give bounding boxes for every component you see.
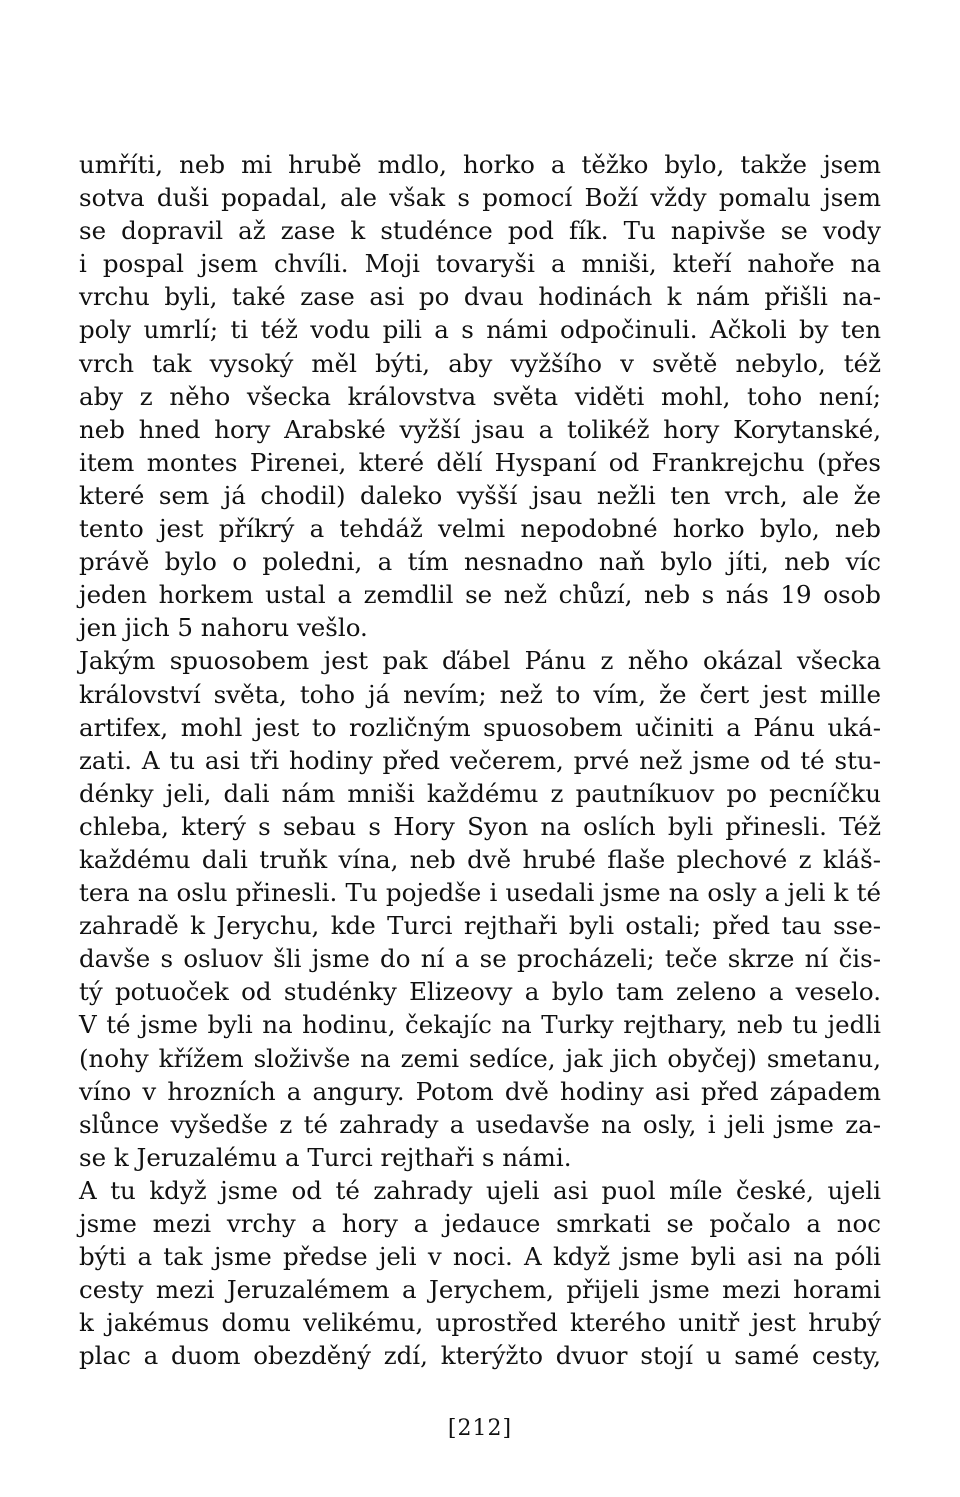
text-line: sotva duši popadal, ale však s pomocí Boží vždy pomalu jsem xyxy=(79,183,881,213)
text-line: víno v hrozních a angury. Potom dvě hodiny asi před západem xyxy=(79,1076,881,1106)
text-line: item montes Pirenei, které dělí Hyspaní od Frankrejchu (přes xyxy=(79,447,881,477)
page-number: [212] xyxy=(447,1416,513,1441)
text-line: zahradě k Jerychu, kde Turci rejthaři byli ostali; před tau sse- xyxy=(79,911,881,941)
text-line: se dopravil až zase k studénce pod fík. Tu napivše se vody xyxy=(79,216,881,246)
text-line: V té jsme byli na hodinu, čekajíc na Turky rejthary, neb tu jedli xyxy=(79,1010,881,1040)
text-line: i pospal jsem chvíli. Moji tovaryši a mniši, kteří nahoře na xyxy=(79,249,881,279)
text-line: každému dali truňk vína, neb dvě hrubé flaše plechové z kláš- xyxy=(79,844,881,874)
text-line: vrch tak vysoký měl býti, aby vyžšího v světě nebylo, též xyxy=(79,348,881,378)
text-line: umříti, neb mi hrubě mdlo, horko a těžko bylo, takže jsem xyxy=(79,150,881,179)
text-line: plac a duom obezděný zdí, kterýžto dvuor stojí u samé cesty, xyxy=(79,1341,881,1371)
text-line: které sem já chodil) daleko vyšší jsau nežli ten vrch, ale že xyxy=(79,480,881,510)
text-line: se k Jeruzalému a Turci rejthaři s námi. xyxy=(79,1142,572,1172)
text-line: davše s osluov šli jsme do ní a se procházeli; teče skrze ní čis- xyxy=(79,944,881,974)
page-text xyxy=(79,148,881,1372)
text-line: tento jest příkrý a tehdáž velmi nepodobné horko bylo, neb xyxy=(79,514,881,544)
text-line: A tu když jsme od té zahrady ujeli asi puol míle české, ujeli xyxy=(79,1175,881,1205)
text-line: tera na oslu přinesli. Tu pojedše i usedali jsme na osly a jeli k té xyxy=(79,878,881,908)
text-line: tý potuoček od studénky Elizeovy a bylo tam zeleno a veselo. xyxy=(79,977,881,1007)
text-line: poly umrlí; ti též vodu pili a s námi odpočinuli. Ačkoli by ten xyxy=(79,315,881,345)
text-line: cesty mezi Jeruzalémem a Jerychem, přijeli jsme mezi horami xyxy=(79,1275,881,1305)
text-line: artifex, mohl jest to rozličným spuosobem učiniti a Pánu uká- xyxy=(79,712,881,742)
text-line: zati. A tu asi tři hodiny před večerem, prvé než jsme od té stu- xyxy=(79,745,881,775)
text-line: jen jich 5 nahoru vešlo. xyxy=(79,613,368,643)
text-line: k jakémus domu velikému, uprostřed kterého unitř jest hrubý xyxy=(79,1308,881,1338)
text-line: jsme mezi vrchy a hory a jedauce smrkati se počalo a noc xyxy=(79,1209,881,1238)
text-line: býti a tak jsme předse jeli v noci. A když jsme byli asi na póli xyxy=(79,1242,881,1272)
text-line: neb hned hory Arabské vyžší jsau a tolikéž hory Korytanské, xyxy=(79,414,881,444)
text-line: chleba, který s sebau s Hory Syon na oslích byli přinesli. Též xyxy=(79,811,881,841)
text-line: království světa, toho já nevím; než to vím, že čert jest mille xyxy=(79,679,881,709)
text-line: aby z něho všecka královstva světa viděti mohl, toho není; xyxy=(79,381,881,411)
text-line: Jakým spuosobem jest pak ďábel Pánu z něho okázal všecka xyxy=(79,646,881,676)
text-line: slůnce vyšedše z té zahrady a usedavše na osly, i jeli jsme za- xyxy=(79,1109,881,1139)
text-line: (nohy křížem složivše na zemi sedíce, jak jich obyčej) smetanu, xyxy=(79,1043,881,1073)
text-line: dénky jeli, dali nám mniši každému z pautníkuov po pecníčku xyxy=(79,778,881,808)
text-line: právě bylo o poledni, a tím nesnadno naň bylo jíti, neb víc xyxy=(79,547,881,577)
text-line: vrchu byli, také zase asi po dvau hodinách k nám přišli na- xyxy=(79,282,881,312)
text-line: jeden horkem ustal a zemdlil se než chůzí, neb s nás 19 osob xyxy=(79,580,881,610)
